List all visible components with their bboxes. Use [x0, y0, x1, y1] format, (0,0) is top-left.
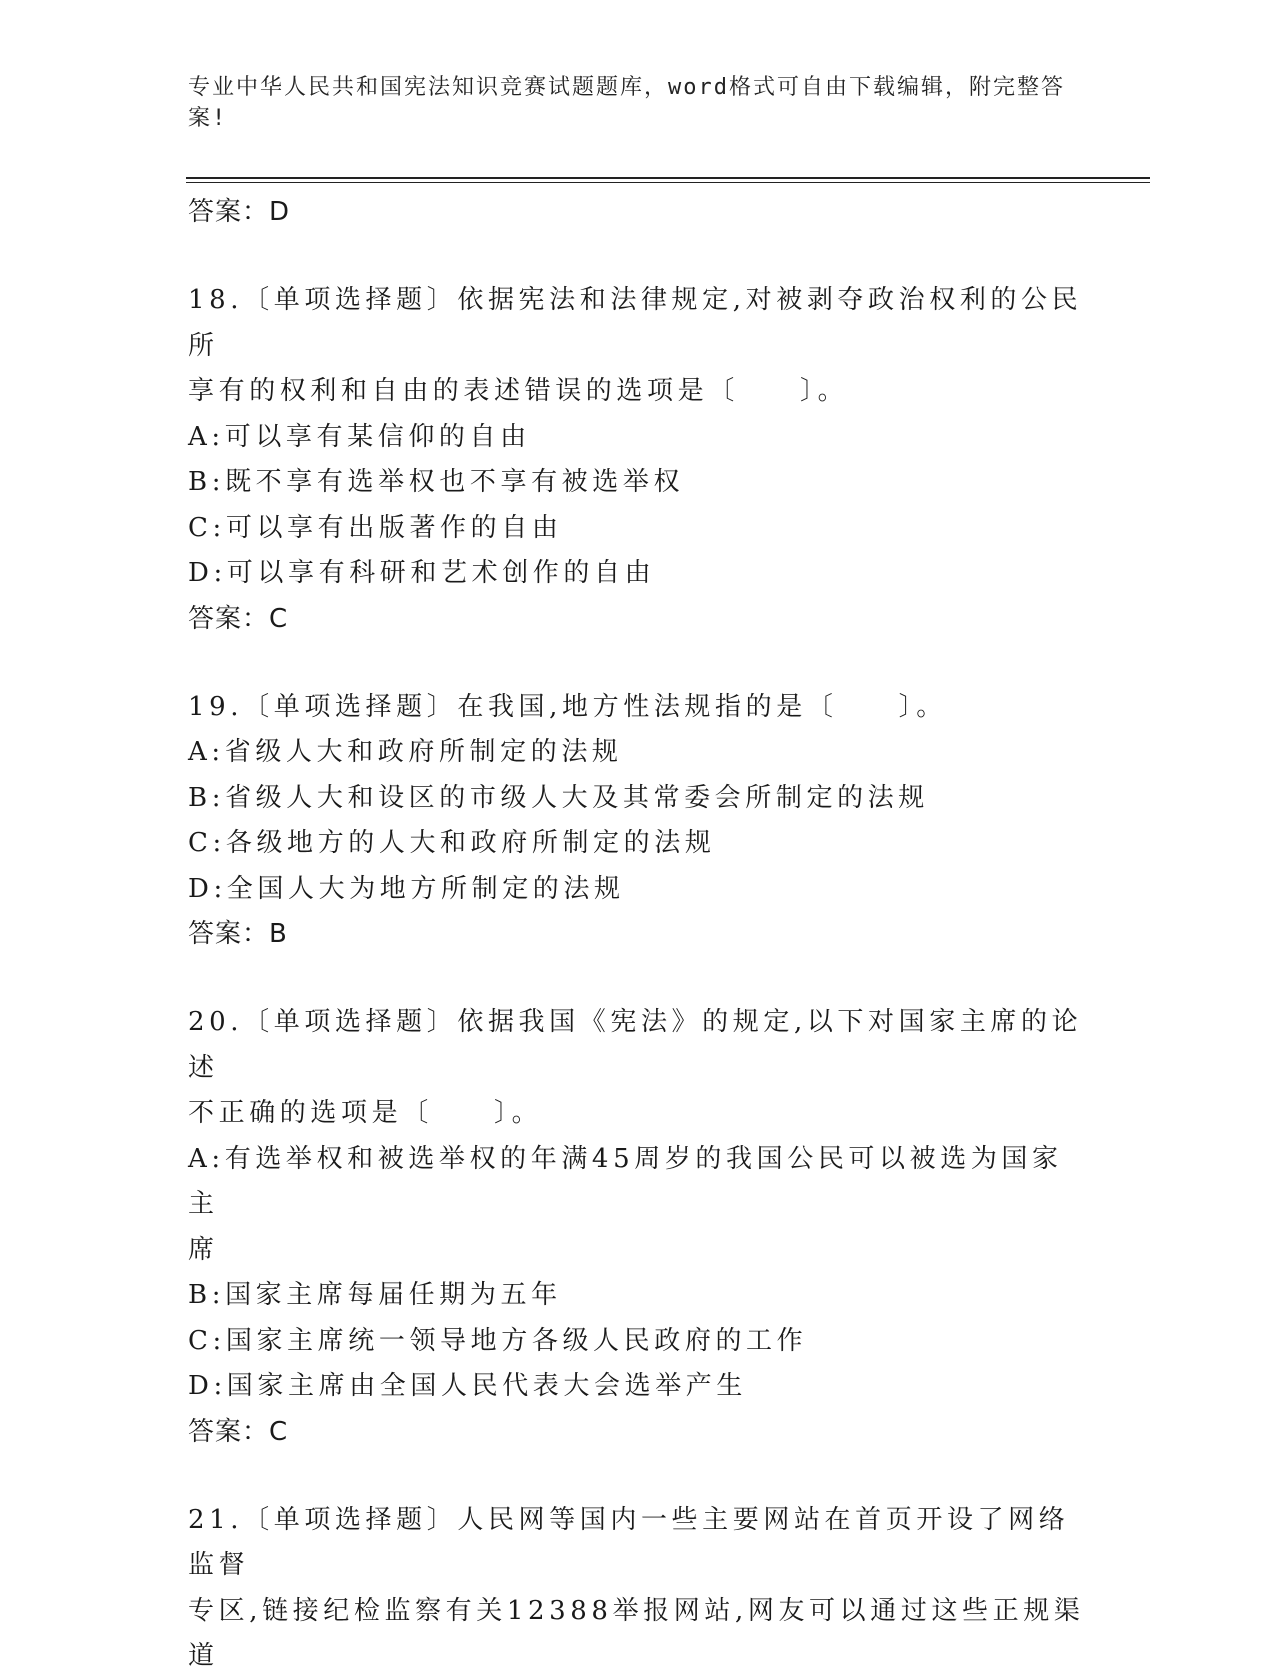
- option-a: A:有选举权和被选举权的年满45周岁的我国公民可以被选为国家主: [188, 1143, 1063, 1219]
- option-d: D:全国人大为地方所制定的法规: [188, 873, 625, 904]
- option-c: C:各级地方的人大和政府所制定的法规: [188, 828, 716, 858]
- answer-label: 答案：B: [188, 919, 288, 949]
- question-stem: 享有的权利和自由的表述错误的选项是〔 〕。: [188, 376, 849, 406]
- option-b: B:省级人大和设区的市级人大及其常委会所制定的法规: [188, 782, 929, 813]
- document-header: 专业中华人民共和国宪法知识竞赛试题题库，word格式可自由下载编辑，附完整答案!: [188, 75, 1065, 131]
- question-list: [188, 190, 1088, 1680]
- question-21: [188, 1498, 1088, 1680]
- question-stem: 专区,链接纪检监察有关12388举报网站,网友可以通过这些正规渠道: [188, 1595, 1085, 1671]
- option-d: D:国家主席由全国人民代表大会选举产生: [188, 1371, 748, 1401]
- option-a-continued: 席: [188, 1234, 219, 1265]
- answer-label: 答案：D: [188, 197, 291, 227]
- option-c: C:可以享有出版著作的自由: [188, 512, 563, 543]
- question-20: [188, 1000, 1088, 1454]
- option-c: C:国家主席统一领导地方各级人民政府的工作: [188, 1325, 808, 1356]
- option-b: B:既不享有选举权也不享有被选举权: [188, 467, 685, 497]
- header-rule-thin: [186, 182, 1150, 183]
- option-a: A:省级人大和政府所制定的法规: [188, 737, 623, 767]
- question-stem: 18.〔单项选择题〕依据宪法和法律规定,对被剥夺政治权利的公民所: [188, 285, 1083, 361]
- answer-label: 答案：C: [188, 1416, 289, 1447]
- question-stem: 19.〔单项选择题〕在我国,地方性法规指的是〔 〕。: [188, 691, 947, 722]
- header-rule-thick: [186, 177, 1150, 179]
- question-19: [188, 685, 1088, 957]
- option-b: B:国家主席每届任期为五年: [188, 1280, 562, 1310]
- option-a: A:可以享有某信仰的自由: [188, 421, 531, 452]
- question-stem: 21.〔单项选择题〕人民网等国内一些主要网站在首页开设了网络监督: [188, 1504, 1070, 1580]
- question-stem: 20.〔单项选择题〕依据我国《宪法》的规定,以下对国家主席的论述: [188, 1007, 1083, 1083]
- option-d: D:可以享有科研和艺术创作的自由: [188, 558, 656, 588]
- answer-label: 答案：C: [188, 603, 289, 634]
- question-stem: 不正确的选项是〔 〕。: [188, 1098, 543, 1128]
- question-18: [188, 278, 1088, 641]
